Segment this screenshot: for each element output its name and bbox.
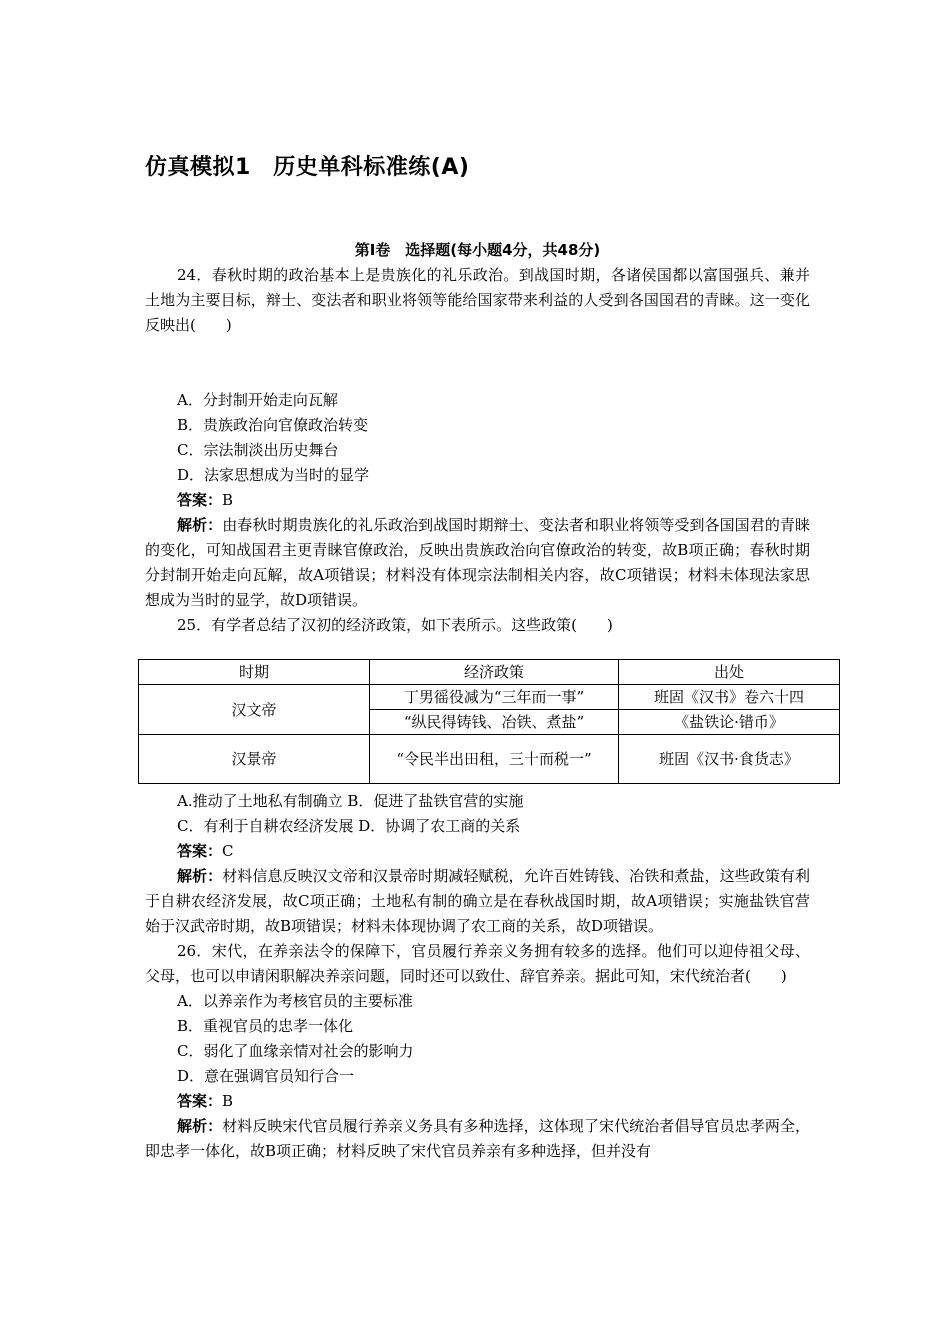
answer-value: B	[222, 491, 234, 509]
table-header-row	[139, 660, 840, 685]
q24-analysis	[145, 513, 810, 613]
q26-analysis	[145, 1114, 810, 1164]
answer-label: 答案：	[177, 842, 223, 860]
q26-answer	[145, 1089, 810, 1114]
q24-option-d: D．法家思想成为当时的显学	[177, 466, 370, 484]
answer-label: 答案：	[177, 491, 223, 509]
q24-answer	[145, 488, 810, 513]
table-cell-period: 汉文帝	[139, 685, 370, 735]
table-row	[139, 735, 840, 784]
table-header-cell: 出处	[619, 660, 840, 685]
q26-stem: 26．宋代，在养亲法令的保障下，官员履行养亲义务拥有较多的选择。他们可以迎侍祖父母、父母，也可以申请闲职解决养亲问题，同时还可以致仕、辞官养亲。据此可知，宋代统治者( )	[145, 942, 810, 985]
table-cell-source: 班固《汉书》卷六十四	[619, 685, 840, 710]
question-25-26-block	[145, 789, 810, 1164]
section-heading: 第Ⅰ卷 选择题(每小题4分，共48分)	[354, 241, 601, 259]
table-cell-policy: “纵民得铸钱、冶铁、煮盐”	[370, 710, 619, 735]
q25-answer	[145, 839, 810, 864]
table-header-cell: 经济政策	[370, 660, 619, 685]
q26-option-c: C．弱化了血缘亲情对社会的影响力	[177, 1042, 414, 1060]
analysis-label: 解析：	[177, 867, 223, 885]
policy-table	[138, 659, 840, 784]
table-cell-policy: “令民半出田租，三十而税一”	[370, 735, 619, 784]
question-24-block	[145, 238, 810, 638]
page-title: 仿真模拟1 历史单科标准练(A)	[145, 155, 470, 180]
analysis-label: 解析：	[177, 516, 223, 534]
analysis-text: 由春秋时期贵族化的礼乐政治到战国时期辩士、变法者和职业将领等受到各国国君的青睐的变化，可知战国君主更青睐官僚政治，反映出贵族政治向官僚政治的转变，故B项正确；春秋时期分封制开始走向瓦解，故A项错误；材料没有体现宗法制相关内容，故C项错误；材料未体现法家思想成为当时的显学，故D项错误。	[145, 516, 810, 609]
answer-value: C	[222, 842, 234, 860]
table-cell-policy: 丁男徭役减为“三年而一事”	[370, 685, 619, 710]
answer-label: 答案：	[177, 1092, 223, 1110]
analysis-label: 解析：	[177, 1117, 223, 1135]
q24-option-c: C．宗法制淡出历史舞台	[177, 441, 339, 459]
q26-option-a: A．以养亲作为考核官员的主要标准	[177, 992, 413, 1010]
answer-value: B	[222, 1092, 234, 1110]
table-cell-source: 班固《汉书·食货志》	[619, 735, 840, 784]
q26-option-d: D．意在强调官员知行合一	[177, 1067, 355, 1085]
q25-options-line-1: A.推动了土地私有制确立 B．促进了盐铁官营的实施	[177, 792, 524, 810]
q25-analysis	[145, 864, 810, 939]
q25-stem: 25．有学者总结了汉初的经济政策，如下表所示。这些政策( )	[177, 616, 613, 634]
q24-option-a: A．分封制开始走向瓦解	[177, 391, 338, 409]
q24-stem: 24．春秋时期的政治基本上是贵族化的礼乐政治。到战国时期，各诸侯国都以富国强兵、兼并土地为主要目标，辩士、变法者和职业将领等能给国家带来利益的人受到各国国君的青睐。这一变化反映出( )	[145, 266, 810, 334]
analysis-text: 材料信息反映汉文帝和汉景帝时期减轻赋税，允许百姓铸钱、冶铁和煮盐，这些政策有利于自耕农经济发展，故C项正确；土地私有制的确立是在春秋战国时期，故A项错误；实施盐铁官营始于汉武帝时期，故B项错误；材料未体现协调了农工商的关系，故D项错误。	[145, 867, 810, 935]
table-cell-source: 《盐铁论·错币》	[619, 710, 840, 735]
table-header-cell: 时期	[139, 660, 370, 685]
table-row	[139, 685, 840, 710]
q26-option-b: B．重视官员的忠孝一体化	[177, 1017, 354, 1035]
table-cell-period: 汉景帝	[139, 735, 370, 784]
q24-option-b: B．贵族政治向官僚政治转变	[177, 416, 369, 434]
q25-options-line-2: C．有利于自耕农经济发展 D．协调了农工商的关系	[177, 817, 521, 835]
analysis-text: 材料反映宋代官员履行养亲义务具有多种选择，这体现了宋代统治者倡导官员忠孝两全，即忠孝一体化，故B项正确；材料反映了宋代官员养亲有多种选择，但并没有	[145, 1117, 810, 1160]
answer-space	[145, 338, 810, 388]
